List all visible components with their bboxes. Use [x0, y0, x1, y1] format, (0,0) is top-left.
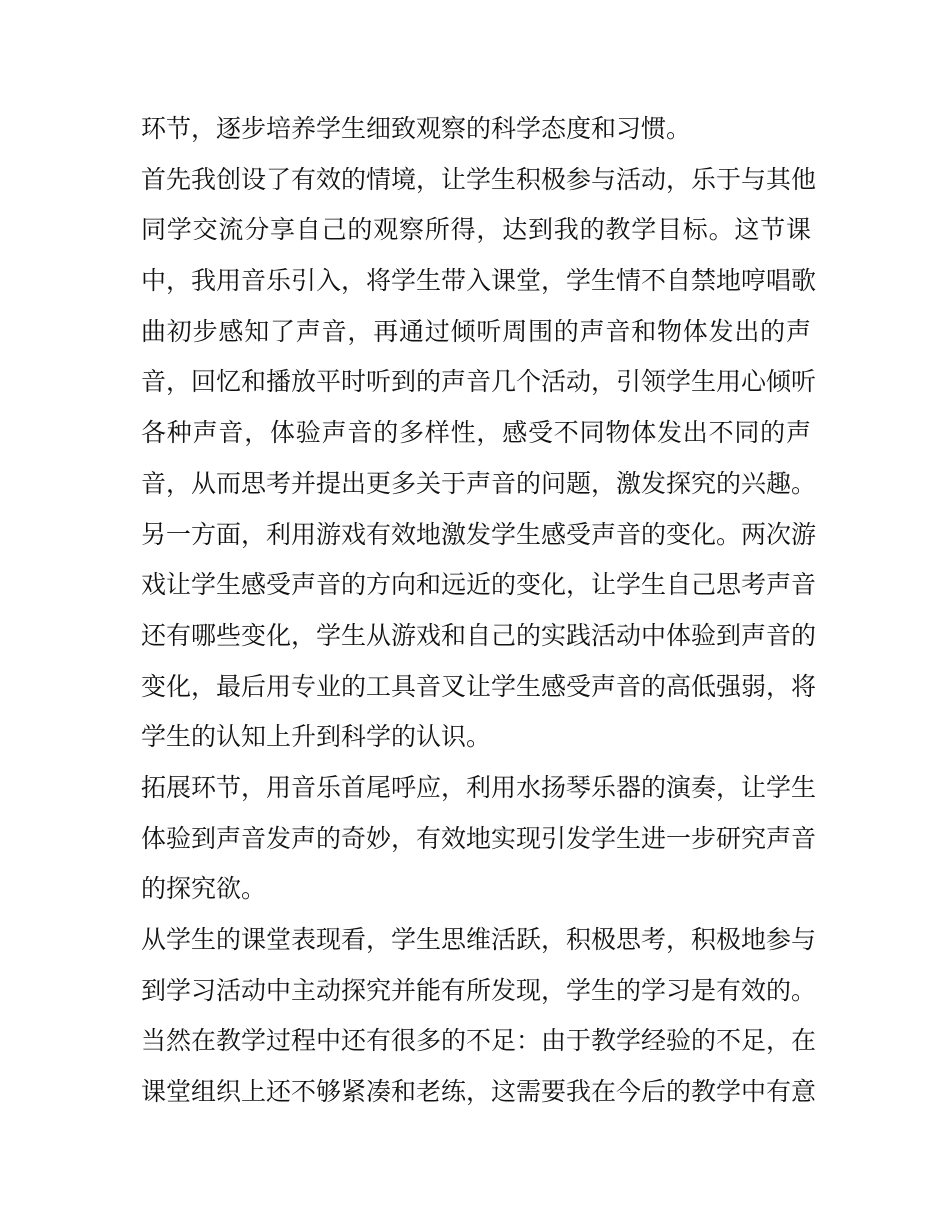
text-line: 曲初步感知了声音，再通过倾听周围的声音和物体发出的声: [141, 316, 811, 346]
text-line: 的探究欲。: [141, 874, 267, 904]
text-line: 学生的认知上升到科学的认识。: [141, 722, 492, 752]
text-line: 从学生的课堂表现看，学生思维活跃，积极思考，积极地参与: [141, 925, 817, 954]
text-line: 同学交流分享自己的观察所得，达到我的教学目标。这节课: [141, 215, 811, 245]
text-line: 到学习活动中主动探究并能有所发现，学生的学习是有效的。: [141, 975, 817, 1005]
text-line: 另一方面，利用游戏有效地激发学生感受声音的变化。两次游: [141, 519, 817, 549]
text-line: 还有哪些变化，学生从游戏和自己的实践活动中体验到声音的: [141, 620, 817, 650]
text-line: 音，回忆和播放平时听到的声音几个活动，引领学生用心倾听: [141, 367, 817, 397]
text-line: 戏让学生感受声音的方向和远近的变化，让学生自己思考声音: [141, 570, 817, 600]
text-line: 当然在教学过程中还有很多的不足：由于教学经验的不足，在: [141, 1026, 817, 1056]
text-line: 首先我创设了有效的情境，让学生积极参与活动，乐于与其他: [141, 164, 817, 194]
text-line: 环节，逐步培养学生细致观察的科学态度和习惯。: [141, 114, 692, 143]
document-body: [141, 104, 821, 1118]
text-line: 变化，最后用专业的工具音叉让学生感受声音的高低强弱，将: [141, 671, 817, 701]
text-line: 课堂组织上还不够紧凑和老练，这需要我在今后的教学中有意: [141, 1077, 817, 1107]
text-line: 中，我用音乐引入，将学生带入课堂，学生情不自禁地哼唱歌: [141, 266, 817, 296]
text-line: 拓展环节，用音乐首尾呼应，利用水扬琴乐器的演奏，让学生: [141, 772, 817, 802]
text-line: 体验到声音发声的奇妙，有效地实现引发学生进一步研究声音: [141, 823, 817, 853]
text-line: 音，从而思考并提出更多关于声音的问题，激发探究的兴趣。: [141, 468, 817, 498]
text-line: 各种声音，体验声音的多样性，感受不同物体发出不同的声: [141, 418, 811, 448]
